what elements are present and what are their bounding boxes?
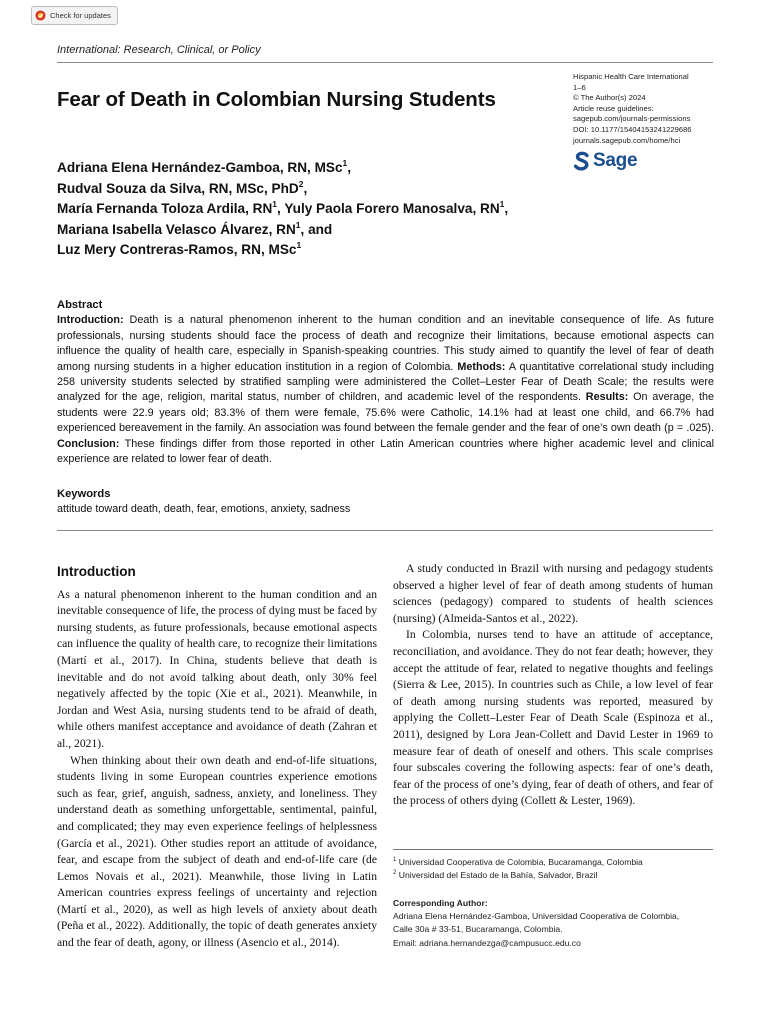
affiliation-text: Universidad Cooperativa de Colombia, Bucaramanga, Colombia (398, 857, 643, 867)
author-affiliation-mark: 1 (295, 219, 301, 230)
author-separator: , (277, 201, 285, 217)
author-separator: , (303, 180, 308, 196)
author-affiliation-mark: 2 (298, 178, 304, 189)
author-name: Adriana Elena Hernández-Gamboa, RN, MSc (57, 160, 343, 175)
author-name: Mariana Isabella Velasco Álvarez, RN (57, 221, 296, 237)
author-separator: , and (300, 221, 333, 237)
page-range: 1–6 (573, 82, 586, 92)
author-list (57, 158, 597, 261)
author-name: María Fernanda Toloza Ardila, RN (57, 201, 273, 217)
check-updates-icon (35, 10, 46, 21)
footnote-divider (393, 849, 713, 850)
journal-name: Hispanic Health Care International (573, 72, 689, 81)
keywords (57, 487, 714, 517)
corresponding-author-heading: Corresponding Author: (393, 898, 488, 908)
abstract-intro-label: Introduction: (57, 314, 124, 327)
corresponding-author-name: Adriana Elena Hernández-Gamboa, Universidad Cooperativa de Colombia, (393, 911, 680, 922)
body-paragraph: In Colombia, nurses tend to have an attitude of acceptance, reconciliation, and avoidance. They do not fear death; however, they accept the attitude of fear, related to negative thoughts and feelings (Sierra & Lee, 2015). In countries such as Chile, a low level of fear of death among nursing students was reported, measured by applying the Collett–Lester Fear of Death Scale (Espinoza et al., 2011), designed by Lora Jean-Collett and David Lester in 1969 to measure fear of death of oneself and others. This scale comprises four subscales covering the following aspects: fear of one’s death, fear of the process of one’s dying, fear of death of others, and fear of the process of others dying (Collett & Lester, 1969). (393, 628, 713, 808)
body-paragraph: A study conducted in Brazil with nursing and pedagogy students observed a higher level of fear of death among students of human sciences (pedagogy) compared to students of health sciences (nursing) (Almeida-Santos et al., 2022). (393, 562, 713, 625)
affiliation-item (393, 856, 723, 869)
abstract-methods-label: Methods: (457, 360, 506, 373)
abstract-intro-text: Death is a natural phenomenon inherent to the human condition and an inevitable consequence of life. As future professionals, nursing students should face the process of death and recognize their limitations, because emotional aspects can influence the quality of health care, especially in Spanish-speaking countries. This study aimed to quantify the level of fear of death among nursing students in a higher education institution in a region of Colombia. (57, 314, 714, 373)
reuse-guidelines-label: Article reuse guidelines: (573, 103, 654, 113)
abstract-methods-text: A quantitative correlational study including 258 university students selected by stratified sampling were administered the Collet–Lester Fear of Death Scale; the results were analyzed for the age, religion, marital status, number of children, and academic level of the respondents. (57, 360, 714, 404)
header-divider (57, 62, 713, 63)
check-for-updates-badge[interactable] (31, 6, 118, 25)
corresponding-author-address: Calle 30a # 33-51, Bucaramanga, Colombia. (393, 924, 563, 935)
abstract-results-text: On average, the students were 22.9 years old; 83.3% of them were female, 75.6% were Catholic, 14.1% had at least one child, and 66.7% had experienced bereavement in the family. An association was found between the female gender and the fear of one’s own death (p = .025). (57, 391, 715, 435)
affiliation-text: Universidad del Estado de la Bahía, Salvador, Brazil (398, 870, 598, 881)
author-affiliation-mark: 1 (272, 199, 278, 210)
abstract-conclusion-label: Conclusion: (57, 437, 120, 450)
body-column-left (57, 562, 377, 952)
introduction-heading: Introduction (57, 564, 136, 579)
doi[interactable]: DOI: 10.1177/15404153241229686 (573, 124, 692, 134)
abstract-body (57, 313, 714, 467)
affiliation-number: 1 (393, 857, 397, 863)
author-affiliation-mark: 1 (296, 240, 302, 251)
keywords-list: attitude toward death, death, fear, emotions, anxiety, sadness (57, 503, 351, 515)
body-column-right (393, 561, 713, 810)
body-paragraph: When thinking about their own death and end-of-life situations, students living in some European countries experience emotions such as fear, grief, anguish, sadness, anxiety, and loneliness. They understand death as something unforgettable, sentimental, painful, and complicated; they may even experience feelings of helplessness (García et al., 2021). Other studies report an attitude of avoidance, fear, and escape from the subject of death and end-of-life care (de Lemos Novais et al., 2021). Meanwhile, those living in Latin American countries express feelings of uncertainty and rejection (Martí et al., 2020), as well as high levels of anxiety about death (Peña et al., 2022). Additionally, the topic of death generates anxiety and the fear of death, agony, or illness (Asencio et al., 2014). (57, 753, 377, 950)
check-for-updates-label: Check for updates (50, 11, 111, 20)
abstract-results-label: Results: (585, 391, 629, 404)
keywords-heading: Keywords (57, 488, 111, 500)
article-title: Fear of Death in Colombian Nursing Students (57, 88, 496, 111)
body-paragraph: As a natural phenomenon inherent to the human condition and an inevitable consequence of life, the process of dying must be faced by nursing students, as future professionals, because emotional aspects can influence the quality of health care, to recognize their limitations (Martí et al., 2017). In China, students believe that death is inevitable and do not avoid talking about death, only 30% feel negatively affected by the topic (Xie et al., 2021). Meanwhile, in Jordan and West Asia, nursing students tend to be afraid of death, while others manifest acceptance and avoidance of death (Zahran et al., 2021). (57, 587, 378, 750)
author-name: Rudval Souza da Silva, RN, MSc, PhD (57, 180, 299, 196)
affiliations (393, 856, 723, 883)
author-separator: , (504, 201, 509, 217)
corresponding-author-email[interactable]: Email: adriana.hernandezga@campusucc.edu.co (393, 937, 581, 948)
author-affiliation-mark: 1 (499, 199, 505, 210)
author-name: Luz Mery Contreras-Ramos, RN, MSc (57, 242, 297, 258)
publisher-name: Sage (593, 150, 638, 171)
journal-info (573, 72, 723, 146)
journal-home-link[interactable]: journals.sagepub.com/home/hci (573, 135, 681, 145)
section-divider (57, 530, 713, 531)
abstract (57, 298, 714, 467)
author-affiliation-mark: 1 (342, 158, 348, 168)
affiliation-number: 2 (393, 870, 397, 877)
abstract-heading: Abstract (57, 299, 103, 311)
corresponding-author (393, 897, 723, 950)
abstract-conclusion-text: These findings differ from those reported in other Latin American countries where higher academic level and clinical experience are related to lower fear of death. (57, 437, 714, 466)
author-name: Yuly Paola Forero Manosalva, RN (284, 201, 500, 217)
author-separator: , (347, 160, 352, 175)
affiliation-item (393, 869, 723, 882)
permissions-link[interactable]: sagepub.com/journals-permissions (573, 114, 691, 124)
article-category: International: Research, Clinical, or Policy (57, 44, 261, 56)
copyright: © The Author(s) 2024 (573, 93, 646, 103)
